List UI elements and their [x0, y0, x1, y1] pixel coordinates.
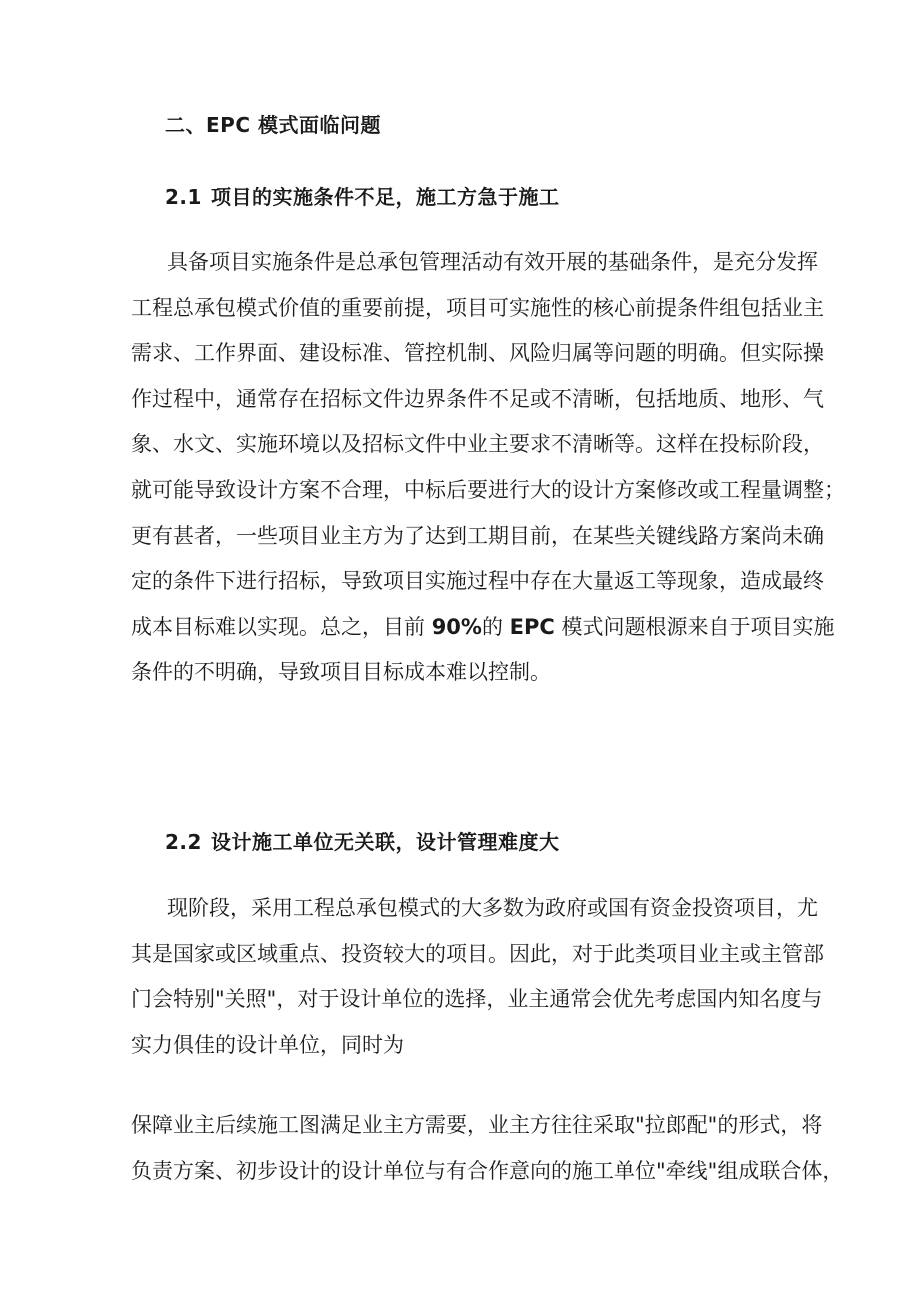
paragraph-line: 需求、工作界面、建设标准、管控机制、风险归属等问题的明确。但实际操	[131, 341, 824, 366]
line-text: 成本目标难以实现。总之，目前	[131, 614, 432, 639]
paragraph-line: 就可能导致设计方案不合理，中标后要进行大的设计方案修改或工程量调整；	[131, 477, 845, 502]
subsection-heading-2-1	[165, 181, 560, 210]
percentage-emphasis: 90%	[431, 614, 482, 639]
epc-emphasis: EPC	[509, 614, 555, 639]
paragraph-2-1	[131, 240, 845, 696]
paragraph-line: 现阶段，采用工程总承包模式的大多数为政府或国有资金投资项目，尤	[167, 896, 818, 920]
subsection-heading-2-2	[165, 826, 560, 855]
paragraph-line: 门会特别"关照"，对于设计单位的选择，业主通常会优先考虑国内知名度与	[131, 987, 823, 1012]
paragraph-line: 工程总承包模式价值的重要前提，项目可实施性的核心前提条件组包括业主	[131, 295, 824, 320]
paragraph-line: 象、水文、实施环境以及招标文件中业主要求不清晰等。这样在投标阶段，	[131, 432, 824, 457]
section-heading: 二、EPC 模式面临问题	[165, 113, 381, 137]
subsection-number: 2.1	[165, 185, 202, 209]
paragraph-line: 更有甚者，一些项目业主方为了达到工期目前，在某些关键线路方案尚未确	[131, 523, 824, 548]
paragraph-line: 作过程中，通常存在招标文件边界条件不足或不清晰，包括地质、地形、气	[131, 386, 824, 411]
paragraph-line: 定的条件下进行招标，导致项目实施过程中存在大量返工等现象，造成最终	[131, 569, 824, 594]
subsection-title: 设计施工单位无关联，设计管理难度大	[211, 830, 560, 854]
paragraph-line	[131, 605, 835, 651]
line-text: 的	[481, 614, 510, 639]
paragraph-2-2	[131, 886, 824, 1068]
paragraph-line: 实力俱佳的设计单位，同时为	[131, 1032, 404, 1057]
paragraph-line: 具备项目实施条件是总承包管理活动有效开展的基础条件，是充分发挥	[167, 250, 818, 274]
paragraph-line: 其是国家或区域重点、投资较大的项目。因此，对于此类项目业主或主管部	[131, 941, 824, 966]
subsection-number: 2.2	[165, 830, 202, 854]
paragraph-line: 条件的不明确，导致项目目标成本难以控制。	[131, 660, 551, 685]
paragraph-line: 保障业主后续施工图满足业主方需要，业主方往往采取"拉郎配"的形式，将	[131, 1113, 823, 1137]
subsection-title: 项目的实施条件不足，施工方急于施工	[211, 185, 560, 209]
paragraph-line: 负责方案、初步设计的设计单位与有合作意向的施工单位"牵线"组成联合体，	[131, 1158, 844, 1183]
paragraph-continued	[131, 1103, 844, 1194]
line-text: 模式问题根源来自于项目实施	[554, 614, 835, 639]
